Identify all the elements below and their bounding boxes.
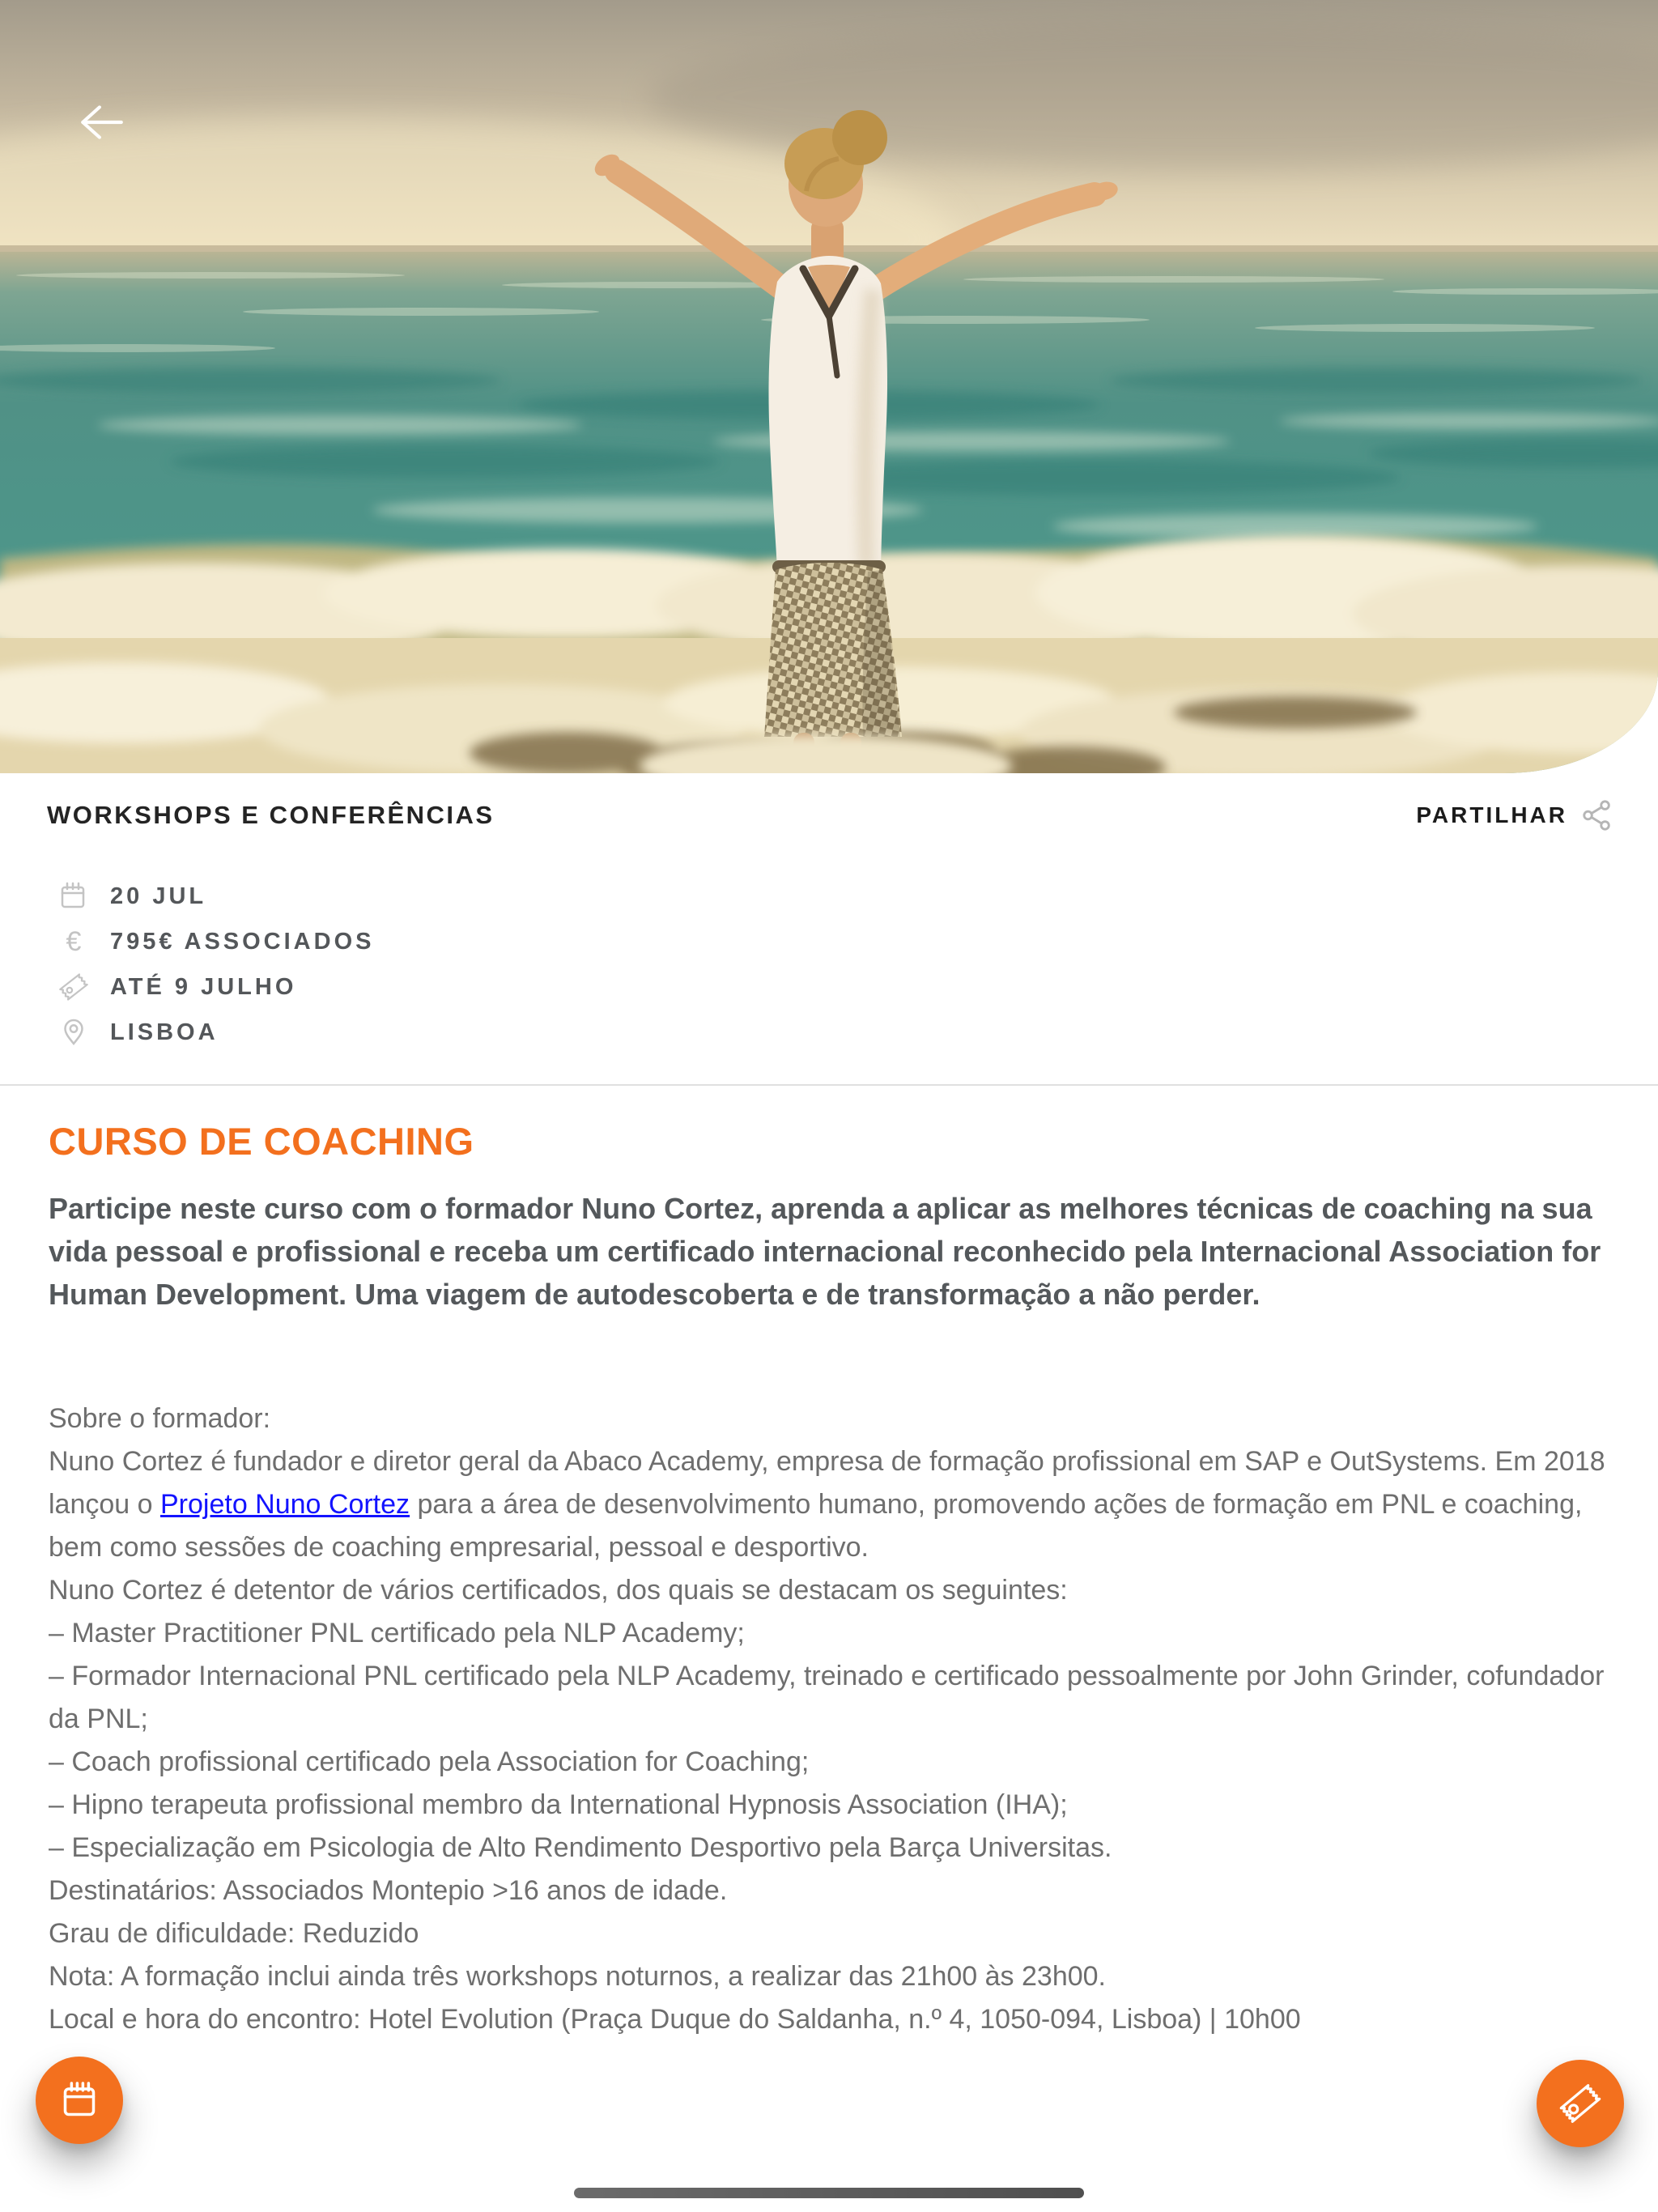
- share-network-icon: [1580, 798, 1614, 832]
- meta-date-text: 20 JUL: [110, 883, 207, 909]
- body-line: Nuno Cortez é detentor de vários certificados, dos quais se destacam os seguintes:: [49, 1575, 1068, 1606]
- meta-item-date: [57, 874, 374, 919]
- body-line: – Formador Internacional PNL certificado pela NLP Academy, treinado e certificado pessoalmente por John Grinder, cofundador da PNL;: [49, 1661, 1605, 1734]
- ticket-icon: [57, 970, 91, 1004]
- body-line: – Master Practitioner PNL certificado pela NLP Academy;: [49, 1618, 745, 1648]
- body-line: Destinatários: Associados Montepio >16 anos de idade.: [49, 1875, 728, 1906]
- meta-location-text: LISBOA: [110, 1019, 219, 1045]
- arrow-left-icon: [76, 97, 126, 147]
- ticket-icon: [1557, 2080, 1604, 2127]
- meta-deadline-text: ATÉ 9 JULHO: [110, 973, 297, 1000]
- body-text-segment: para a área de desenvolvimento humano, promovendo ações de formação em PNL e coaching, bem como sessões de coaching empresarial, pessoal e desportivo.: [49, 1489, 1583, 1563]
- back-button[interactable]: [76, 97, 126, 147]
- category-title: WORKSHOPS E CONFERÊNCIAS: [47, 801, 495, 829]
- meta-item-price: [57, 919, 374, 964]
- article-body: [49, 1397, 1611, 2041]
- body-line: – Especialização em Psicologia de Alto Rendimento Desportivo pela Barça Universitas.: [49, 1832, 1112, 1863]
- add-to-calendar-fab[interactable]: [36, 2057, 123, 2144]
- meta-item-location: [57, 1010, 374, 1055]
- body-text-segment: Nuno Cortez é fundador e diretor geral da Abaco Academy, empresa de formação profissional em SAP e OutSystems. Em 2018 lançou o: [49, 1446, 1605, 1520]
- calendar-icon: [57, 2078, 102, 2123]
- buy-ticket-fab[interactable]: [1537, 2060, 1624, 2147]
- share-button[interactable]: [1416, 798, 1614, 832]
- body-line: – Hipno terapeuta profissional membro da International Hypnosis Association (IHA);: [49, 1789, 1068, 1820]
- body-line: Grau de dificuldade: Reduzido: [49, 1918, 419, 1949]
- body-lead: Sobre o formador:: [49, 1403, 271, 1434]
- body-trainer-paragraph: [49, 1440, 1611, 1569]
- body-line: – Coach profissional certificado pela Association for Coaching;: [49, 1746, 810, 1777]
- home-indicator[interactable]: [574, 2188, 1084, 2198]
- share-label: PARTILHAR: [1416, 802, 1567, 827]
- body-line: Local e hora do encontro: Hotel Evolution (Praça Duque do Saldanha, n.º 4, 1050-094, Lisboa) | 10h00: [49, 2004, 1301, 2035]
- beach-photo-illustration: [0, 0, 1658, 773]
- calendar-icon: [57, 879, 91, 913]
- section-divider: [0, 1084, 1658, 1086]
- euro-icon: €: [66, 926, 82, 957]
- intro-paragraph: Participe neste curso com o formador Nuno Cortez, aprenda a aplicar as melhores técnicas de coaching na sua vida pessoal e profissional e receba um certificado internacional reconhecido pela Internacional Association for Human Development. Uma viagem de autodescoberta e de transformação a não perder.: [49, 1192, 1601, 1311]
- meta-list: [57, 874, 374, 1055]
- meta-item-deadline: [57, 964, 374, 1010]
- hero-photo: [0, 0, 1658, 773]
- meta-price-text: 795€ ASSOCIADOS: [110, 928, 375, 955]
- projeto-nuno-cortez-link[interactable]: Projeto Nuno Cortez: [160, 1489, 410, 1520]
- location-pin-icon: [57, 1015, 91, 1049]
- body-line: Nota: A formação inclui ainda três workshops noturnos, a realizar das 21h00 às 23h00.: [49, 1961, 1106, 1992]
- page-title: CURSO DE COACHING: [49, 1120, 474, 1163]
- header-row: [47, 795, 1614, 836]
